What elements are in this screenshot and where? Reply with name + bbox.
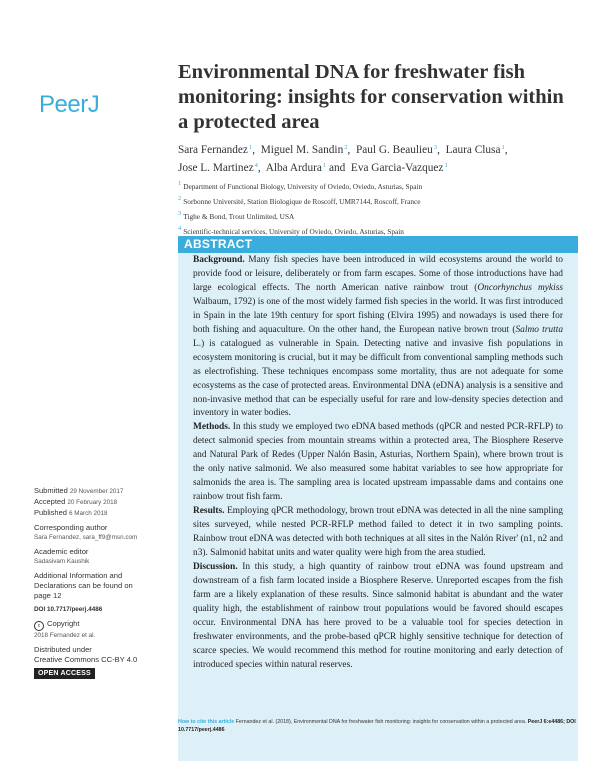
affiliation-item: $^4$ Scientific-technical services, University of Oviedo, Oviedo, Asturias, Spain: [178, 225, 404, 236]
abstract-heading-bar: [178, 236, 578, 253]
accepted-date: Accepted 20 February 2018: [34, 497, 118, 506]
abstract-methods: Methods. In this study we employed two eDNA based methods (qPCR and nested PCR-RFLP) to detect salmonid species from mountain streams within a protected area, The Biosphere Reserve and Natural Park of Redes (Upper Nalón Basin, Asturias, Northern Spain), where brown trout is the only native salmonid. We also measured some habitat variables to see how appropriate for salmonids the area is. The sampling area is located upstream impassable dams and contains one rainbow trout fish farm.: [193, 422, 563, 503]
abstract-background: Background. Many fish species have been introduced in wild ecosystems around the world to provide food or leisure, deliberately or from farm escapes. Some of those introductions have had large ecological effects. The north American native rainbow trout (Oncorhynchus mykiss Walbaum, 1792) is one of the most widely farmed fish species in the world. It was first introduced in Spain in the late 19th century for sport fishing (Elvira 1995) and nowadays is used there for both fishing and aquaculture. On the other hand, the European native brown trout (Salmo trutta L.) is catalogued as vulnerable in Spain. Detecting native and invasive fish populations in ecosystem monitoring is crucial, but it may be difficult from conventional sampling methods such as electrofishing. These techniques encompass some mortality, thus are not adequate for some ecosystems as the case of protected areas. Environmental DNA (eDNA) analysis is a sensitive and non-invasive method that can be especially useful for rare and low-density species detection and inventory in water bodies.: [193, 255, 564, 419]
open-access-badge: OPEN ACCESS: [34, 668, 95, 679]
affiliation-marker: 1: [501, 144, 505, 151]
cite-text: Fernandez et al. (2018), Environmental DNA for freshwater fish monitoring: insights for conservation within a protected area.: [234, 719, 528, 725]
author-list: Sara Fernandez$^1$, Miguel M. Sandin$^2$, Paul G. Beaulieu$^3$, Laura Clusa$^1$, Jose L. Martinez$^4$, Alba Ardura$^1$ and Eva Garcia-Vazquez$^1$: [178, 144, 508, 174]
affiliation-list: [178, 178, 578, 238]
corresponding-author-label: Corresponding author: [34, 523, 108, 532]
article-info-sidebar: [34, 486, 172, 679]
affiliation-marker: 1: [248, 144, 253, 151]
doi-link[interactable]: DOI 10.7717/peerj.4486: [34, 606, 103, 613]
license-label: Distributed under: [34, 645, 92, 654]
peerj-logo: PeerJ: [39, 91, 100, 118]
submitted-date: Submitted 29 November 2017: [34, 486, 124, 495]
additional-info-link[interactable]: Additional Information and: [34, 571, 123, 580]
affiliation-marker: 2: [344, 144, 348, 151]
abstract-results: Results. Employing qPCR methodology, brown trout eDNA was detected in all the nine sampling sites surveyed, while nested PCR-RFLP method failed to detect it in two sampling points. Rainbow trout eDNA was detected with both techniques at all sites in the Nalón River' (n1, n2 and n3). Salmonid habitat units and water quality were high from the area studied.: [193, 506, 563, 559]
published-date: Published 6 March 2018: [34, 508, 108, 517]
corresponding-author-email[interactable]: Sara Fernandez, sara_ff9@msn.com: [34, 534, 138, 541]
affiliation-marker: 1: [444, 162, 448, 169]
copyright-label: c Copyright: [34, 619, 172, 631]
cite-label: How to cite this article: [178, 719, 235, 725]
academic-editor-name: Sadasivam Kaushik: [34, 558, 90, 565]
abstract-discussion: Discussion. In this study, a high quantity of rainbow trout eDNA was found upstream and downstream of a fish farm located inside a Biosphere Reserve. Unreported escapes from the fish farm are a likely explanation of these results. Since salmonid habitat is abundant and the water quality high, the establishment of rainbow trout populations would be favored should escapes occur. Environmental DNA has here proved to be a valuable tool for species detection in freshwater environments, and the probe-based qPCR highly sensitive technique for detection of scarce species. We would recommend this method for routine monitoring and early detection of introduced species within natural reserves.: [193, 561, 563, 670]
academic-editor-label: Academic editor: [34, 547, 89, 556]
additional-info-link[interactable]: page 12: [34, 591, 62, 600]
abstract-text: [193, 254, 563, 673]
author-name[interactable]: Jose L. Martinez: [178, 162, 254, 174]
additional-info-link[interactable]: Declarations can be found on: [34, 581, 133, 590]
affiliation-marker: 3: [433, 144, 438, 151]
affiliation-marker: 4: [254, 162, 258, 169]
author-name[interactable]: Miguel M. Sandin: [260, 144, 344, 156]
author-name[interactable]: Laura Clusa: [445, 144, 501, 156]
author-name[interactable]: Eva Garcia-Vazquez: [350, 162, 444, 174]
affiliation-marker: 1: [322, 162, 327, 169]
article-title: Environmental DNA for freshwater fish monitoring: insights for conservation within a protected area: [178, 61, 564, 133]
how-to-cite: [178, 718, 578, 734]
copyright-icon: c: [34, 621, 44, 631]
author-name[interactable]: Paul G. Beaulieu: [355, 144, 433, 156]
author-name[interactable]: Sara Fernandez: [178, 144, 248, 156]
license-link[interactable]: Creative Commons CC-BY 4.0: [34, 655, 138, 664]
affiliation-item: $^3$ Tighe & Bond, Trout Unlimited, USA: [178, 210, 295, 221]
affiliation-item: $^1$ Department of Functional Biology, University of Oviedo, Oviedo, Asturias, Spain: [178, 180, 423, 191]
affiliation-item: $^2$ Sorbonne Université, Station Biologique de Roscoff, UMR7144, Roscoff, France: [178, 195, 421, 206]
copyright-holder: 2018 Fernandez et al.: [34, 632, 96, 639]
author-name[interactable]: Alba Ardura: [265, 162, 322, 174]
abstract-heading: ABSTRACT: [184, 237, 253, 251]
cite-journal[interactable]: PeerJ 6:e4486; DOI 10.7717/peerj.4486: [178, 719, 576, 733]
